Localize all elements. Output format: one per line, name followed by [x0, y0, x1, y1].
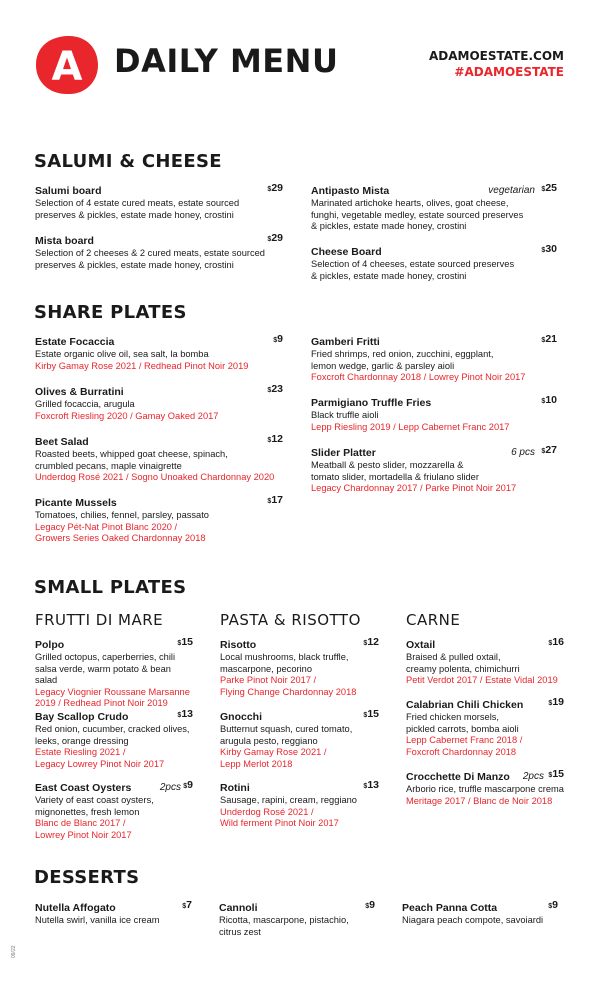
subsection-frutti-di-mare: FRUTTI DI MARE [35, 611, 164, 629]
item-desc: Grilled focaccia, arugula [35, 399, 135, 409]
item-name: Beet Salad [35, 436, 89, 448]
wine-pairing: Flying Change Chardonnay 2018 [220, 686, 357, 697]
menu-item-gnocchi [220, 708, 379, 770]
item-desc: Black truffle aioli [311, 410, 379, 420]
item-name: Calabrian Chili Chicken [406, 699, 524, 711]
wine-pairing: Legacy Lowrey Pinot Noir 2017 [35, 758, 165, 769]
wine-pairing: Growers Series Oaked Chardonnay 2018 [35, 533, 206, 544]
item-name: Cheese Board [311, 246, 382, 258]
menu-item-estate-focaccia [35, 333, 283, 372]
item-name: Slider Platter [311, 447, 376, 459]
item-price: $9 [183, 779, 193, 791]
item-name: Salumi board [35, 185, 102, 197]
item-price: $25 [541, 182, 557, 194]
site-info [429, 49, 564, 79]
item-desc: Fried shrimps, red onion, zucchini, eggplant, [311, 349, 494, 359]
item-price: $19 [548, 696, 564, 708]
item-price: $12 [363, 636, 379, 648]
item-desc: Fried chicken morsels, [406, 712, 499, 722]
menu-item-slider-platter [311, 444, 557, 495]
item-price: $29 [267, 182, 283, 194]
item-desc: citrus zest [219, 926, 261, 937]
item-name: Antipasto Mista [311, 185, 390, 197]
menu-item-calabrian-chili-chicken [406, 696, 564, 758]
wine-pairing: Foxcroft Riesling 2020 / Gamay Oaked 2017 [35, 410, 219, 421]
menu-item-bay-scallop-crudo [35, 708, 193, 770]
item-name: Bay Scallop Crudo [35, 711, 129, 723]
brand-logo [34, 34, 100, 96]
menu-item-peach-panna-cotta [402, 899, 558, 927]
item-price: $16 [548, 636, 564, 648]
item-price: $21 [541, 333, 557, 345]
menu-item-rotini [220, 779, 379, 830]
wine-pairing: Kirby Gamay Rose 2021 / [220, 747, 327, 758]
item-desc: salsa verde, warm potato & bean salad [35, 663, 171, 686]
print-code: 09/22 [11, 945, 17, 958]
menu-item-antipasto-mista [311, 182, 557, 233]
wine-pairing: Legacy Pét-Nat Pinot Blanc 2020 / [35, 521, 178, 532]
item-desc: tomato slider, mortadella & friulano slider [311, 471, 479, 482]
item-note: 2pcs [522, 771, 544, 782]
item-price: $17 [267, 494, 283, 506]
item-price: $23 [267, 383, 283, 395]
section-desserts: DESSERTS [34, 867, 140, 888]
item-price: $9 [548, 899, 558, 911]
menu-item-olives-burratini [35, 383, 283, 422]
menu-item-mista-board [35, 232, 283, 271]
item-desc: pickled carrots, bomba aioli [406, 723, 519, 734]
item-desc: Sausage, rapini, cream, reggiano [220, 795, 357, 805]
item-desc: arugula pesto, reggiano [220, 735, 318, 746]
item-desc: Variety of east coast oysters, [35, 795, 154, 805]
website-link[interactable]: ADAMOESTATE.COM [428, 49, 564, 63]
item-desc: Grilled octopus, caperberries, chili [35, 652, 176, 662]
item-name: Crocchette Di Manzo [406, 771, 510, 783]
item-desc: lemon wedge, garlic & parsley aioli [311, 360, 455, 371]
item-name: Peach Panna Cotta [402, 902, 498, 914]
item-desc: Selection of 4 cheeses, estate sourced preserves [311, 259, 515, 269]
item-desc: leeks, orange dressing [35, 735, 129, 746]
wine-pairing: Foxcroft Chardonnay 2018 [406, 746, 517, 757]
menu-item-polpo [35, 636, 193, 710]
wine-pairing: Blanc de Blanc 2017 / [35, 818, 126, 829]
hashtag: #ADAMOESTATE [454, 65, 564, 79]
wine-pairing: Lepp Cabernet Franc 2018 / [406, 735, 523, 746]
item-desc: Red onion, cucumber, cracked olives, [35, 724, 190, 734]
item-name: Risotto [220, 639, 257, 651]
item-name: Picante Mussels [35, 497, 117, 509]
item-desc: Selection of 4 estate cured meats, estate sourced [35, 198, 240, 208]
item-desc: Local mushrooms, black truffle, [220, 652, 349, 662]
item-name: Rotini [220, 782, 250, 794]
item-desc: Tomatoes, chilies, fennel, parsley, passato [35, 510, 209, 520]
item-price: $10 [541, 394, 557, 406]
menu-item-crocchette-di-manzo [406, 768, 564, 807]
item-desc: preserves & pickles, estate made honey, crostini [35, 209, 234, 220]
item-name: Parmigiano Truffle Fries [311, 397, 432, 409]
page-title: DAILY MENU [114, 42, 339, 80]
wine-pairing: 2019 / Redhead Pinot Noir 2019 [35, 698, 168, 709]
item-desc: Nutella swirl, vanilla ice cream [35, 915, 160, 925]
menu-item-salumi-board [35, 182, 283, 221]
menu-item-east-coast-oysters [35, 779, 193, 841]
subsection-carne: CARNE [406, 611, 461, 629]
item-desc: Braised & pulled oxtail, [406, 652, 501, 662]
item-price: $15 [177, 636, 193, 648]
item-desc: Ricotta, mascarpone, pistachio, [219, 915, 349, 925]
item-price: $7 [182, 899, 192, 911]
logo-letter: A [51, 44, 83, 90]
wine-pairing: Lepp Riesling 2019 / Lepp Cabernet Franc 2017 [311, 421, 510, 432]
wine-pairing: Lepp Merlot 2018 [220, 758, 293, 769]
item-desc: Roasted beets, whipped goat cheese, spinach, [35, 449, 228, 459]
item-price: $15 [548, 768, 564, 780]
item-name: Nutella Affogato [35, 902, 116, 914]
item-price: $9 [365, 899, 375, 911]
item-desc: creamy polenta, chimichurri [406, 663, 520, 674]
wine-pairing: Meritage 2017 / Blanc de Noir 2018 [406, 795, 553, 806]
item-name: Oxtail [406, 639, 436, 651]
wine-pairing: Estate Riesling 2021 / [35, 747, 126, 758]
wine-pairing: Foxcroft Chardonnay 2018 / Lowrey Pinot Noir 2017 [311, 372, 526, 383]
item-desc: Meatball & pesto slider, mozzarella & [311, 460, 464, 470]
wine-pairing: Petit Verdot 2017 / Estate Vidal 2019 [406, 675, 558, 686]
section-salumi-cheese: SALUMI & CHEESE [34, 151, 222, 172]
menu-item-risotto [220, 636, 379, 698]
item-price: $13 [177, 708, 193, 720]
item-name: Cannoli [219, 902, 258, 914]
item-price: $27 [541, 444, 557, 456]
wine-pairing: Lowrey Pinot Noir 2017 [35, 829, 132, 840]
item-note: 6 pcs [511, 447, 535, 458]
wine-pairing: Legacy Viognier Roussane Marsanne [35, 686, 190, 697]
item-note: 2pcs [159, 782, 181, 793]
menu-item-cannoli [219, 899, 375, 938]
wine-pairing: Underdog Rosé 2021 / [220, 806, 314, 817]
wine-pairing: Wild ferment Pinot Noir 2017 [220, 818, 339, 829]
item-name: Mista board [35, 235, 94, 247]
item-note: vegetarian [488, 185, 535, 196]
menu-item-parmigiano-truffle-fries [311, 394, 557, 433]
menu-item-gamberi-fritti [311, 333, 557, 384]
section-small-plates: SMALL PLATES [34, 577, 187, 598]
item-price: $30 [541, 243, 557, 255]
item-desc: Estate organic olive oil, sea salt, la bomba [35, 349, 209, 359]
item-desc: Butternut squash, cured tomato, [220, 724, 353, 734]
item-name: Olives & Burratini [35, 386, 124, 398]
item-name: East Coast Oysters [35, 782, 132, 794]
menu-item-cheese-board [311, 243, 557, 282]
item-name: Gamberi Fritti [311, 336, 380, 348]
wine-pairing: Kirby Gamay Rose 2021 / Redhead Pinot Noir 2019 [35, 360, 249, 371]
item-desc: preserves & pickles, estate made honey, crostini [35, 259, 234, 270]
item-desc: mignonettes, fresh lemon [35, 806, 140, 817]
item-desc: Marinated artichoke hearts, olives, goat cheese, [311, 198, 509, 208]
item-price: $29 [267, 232, 283, 244]
item-price: $15 [363, 708, 379, 720]
item-desc: Selection of 2 cheeses & 2 cured meats, estate sourced [35, 248, 265, 258]
item-desc: crumbled pecans, maple vinaigrette [35, 460, 182, 471]
item-desc: mascarpone, pecorino [220, 663, 312, 674]
wine-pairing: Legacy Chardonnay 2017 / Parke Pinot Noir 2017 [311, 483, 517, 494]
item-price: $12 [267, 433, 283, 445]
item-desc: funghi, vegetable medley, estate sourced preserves [311, 209, 524, 220]
menu-item-beet-salad [35, 433, 283, 484]
item-desc: Niagara peach compote, savoiardi [402, 915, 544, 925]
menu-item-picante-mussels [35, 494, 283, 545]
subsection-pasta-risotto: PASTA & RISOTTO [220, 611, 361, 629]
wine-pairing: Parke Pinot Noir 2017 / [220, 675, 317, 686]
item-price: $13 [363, 779, 379, 791]
wine-pairing: Underdog Rosé 2021 / Sogno Unoaked Chardonnay 2020 [35, 472, 275, 483]
item-desc: & pickles, estate made honey, crostini [311, 221, 467, 232]
logo-icon [34, 34, 100, 96]
item-desc: Arborio rice, truffle mascarpone crema [406, 784, 564, 794]
item-name: Gnocchi [220, 711, 263, 723]
item-desc: & pickles, estate made honey, crostini [311, 270, 467, 281]
menu-item-oxtail [406, 636, 564, 687]
item-name: Estate Focaccia [35, 336, 115, 348]
item-name: Polpo [35, 639, 65, 651]
menu-item-nutella-affogato [35, 899, 192, 927]
item-price: $9 [273, 333, 283, 345]
section-share-plates: SHARE PLATES [34, 302, 187, 323]
